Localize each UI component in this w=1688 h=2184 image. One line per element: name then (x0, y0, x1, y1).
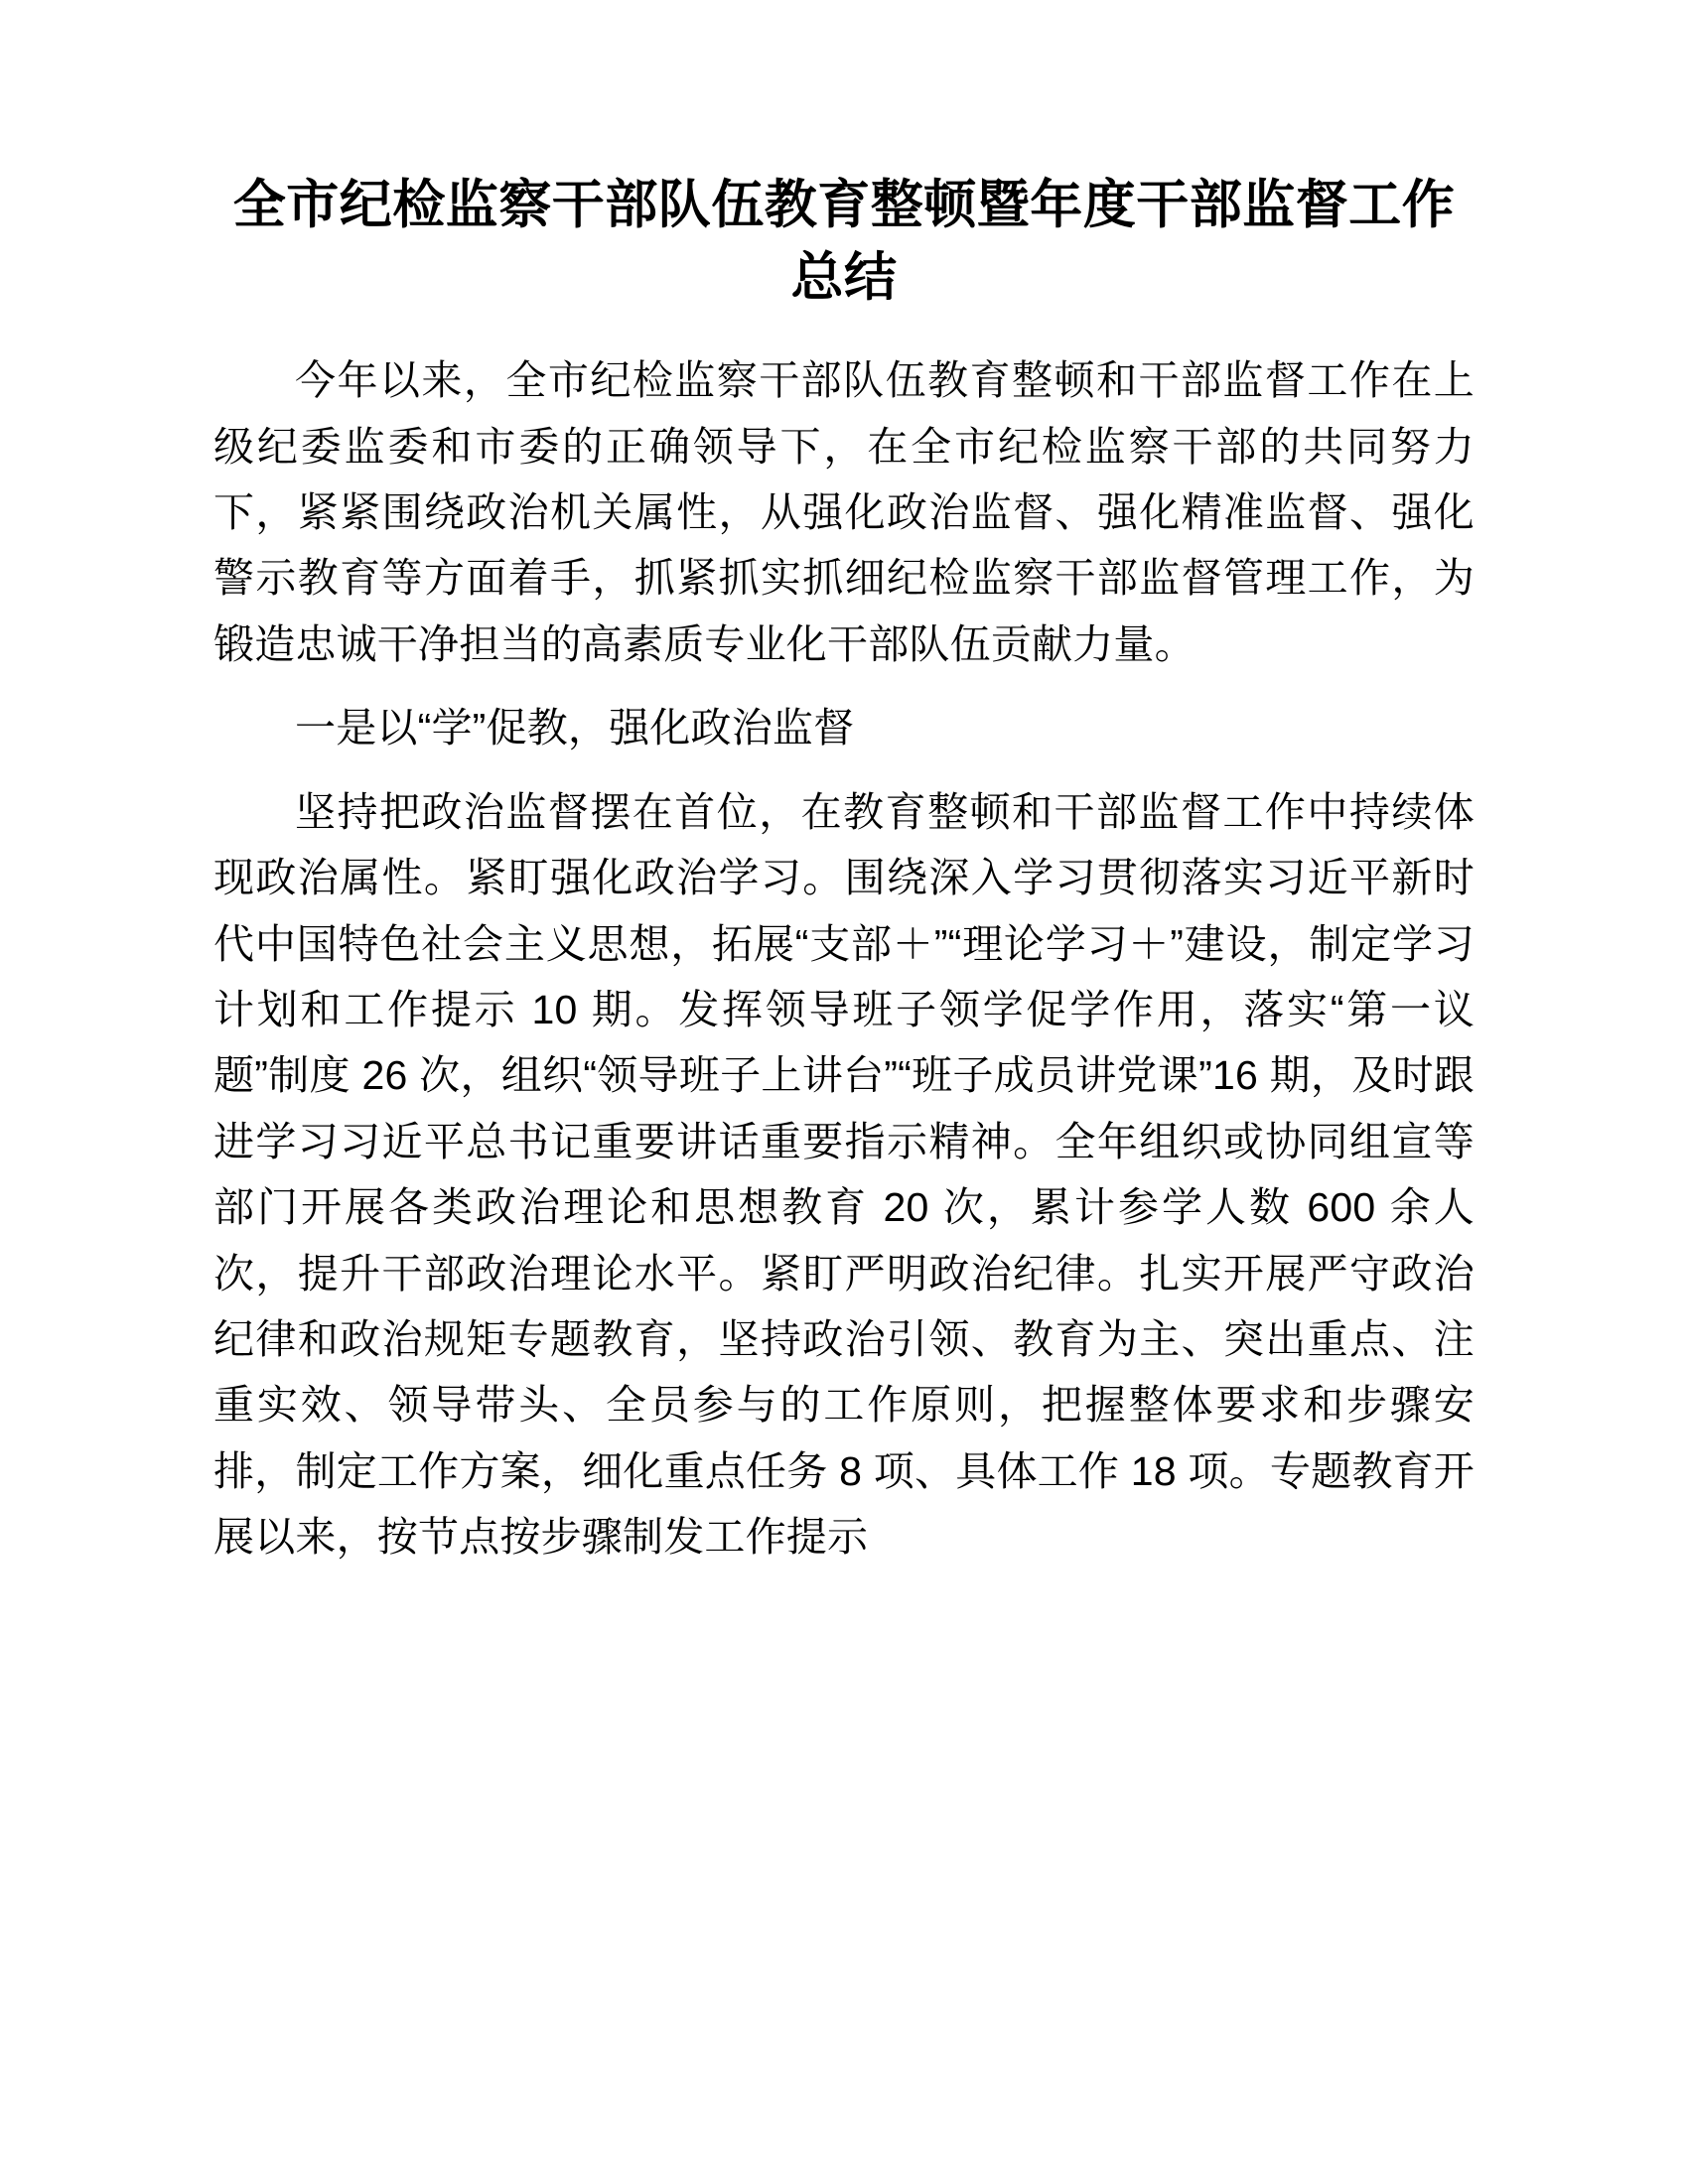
paragraph-1: 今年以来，全市纪检监察干部队伍教育整顿和干部监督工作在上级纪委监委和市委的正确领导下，在全市纪检监察干部的共同努力下，紧紧围绕政治机关属性，从强化政治监督、强化精准监督、强化警示教育等方面着手，抓紧抓实抓细纪检监察干部监督管理工作，为锻造忠诚干净担当的高素质专业化干部队伍贡献力量。 (213, 357, 1475, 667)
paragraph-2: 坚持把政治监督摆在首位，在教育整顿和干部监督工作中持续体现政治属性。紧盯强化政治学习。围绕深入学习贯彻落实习近平新时代中国特色社会主义思想，拓展“支部＋”“理论学习＋”建设，制定学习计划和工作提示 10 期。发挥领导班子领学促学作用，落实“第一议题”制度 26 次，组织“领导班子上讲台”“班子成员讲党课”16 期，及时跟进学习习近平总书记重要讲话重要指示精神。全年组织或协同组宣等部门开展各类政治理论和思想教育 20 次，累计参学人数 600 余人次，提升干部政治理论水平。紧盯严明政治纪律。扎实开展严守政治纪律和政治规矩专题教育，坚持政治引领、教育为主、突出重点、注重实效、领导带头、全员参与的工作原则，把握整体要求和步骤安排，制定工作方案，细化重点任务 8 项、具体工作 18 项。专题教育开展以来，按节点按步骤制发工作提示 (213, 788, 1475, 1561)
section-heading-1: 一是以“学”促教，强化政治监督 (295, 705, 855, 751)
page-title: 全市纪检监察干部队伍教育整顿暨年度干部监督工作总结 (232, 176, 1456, 308)
